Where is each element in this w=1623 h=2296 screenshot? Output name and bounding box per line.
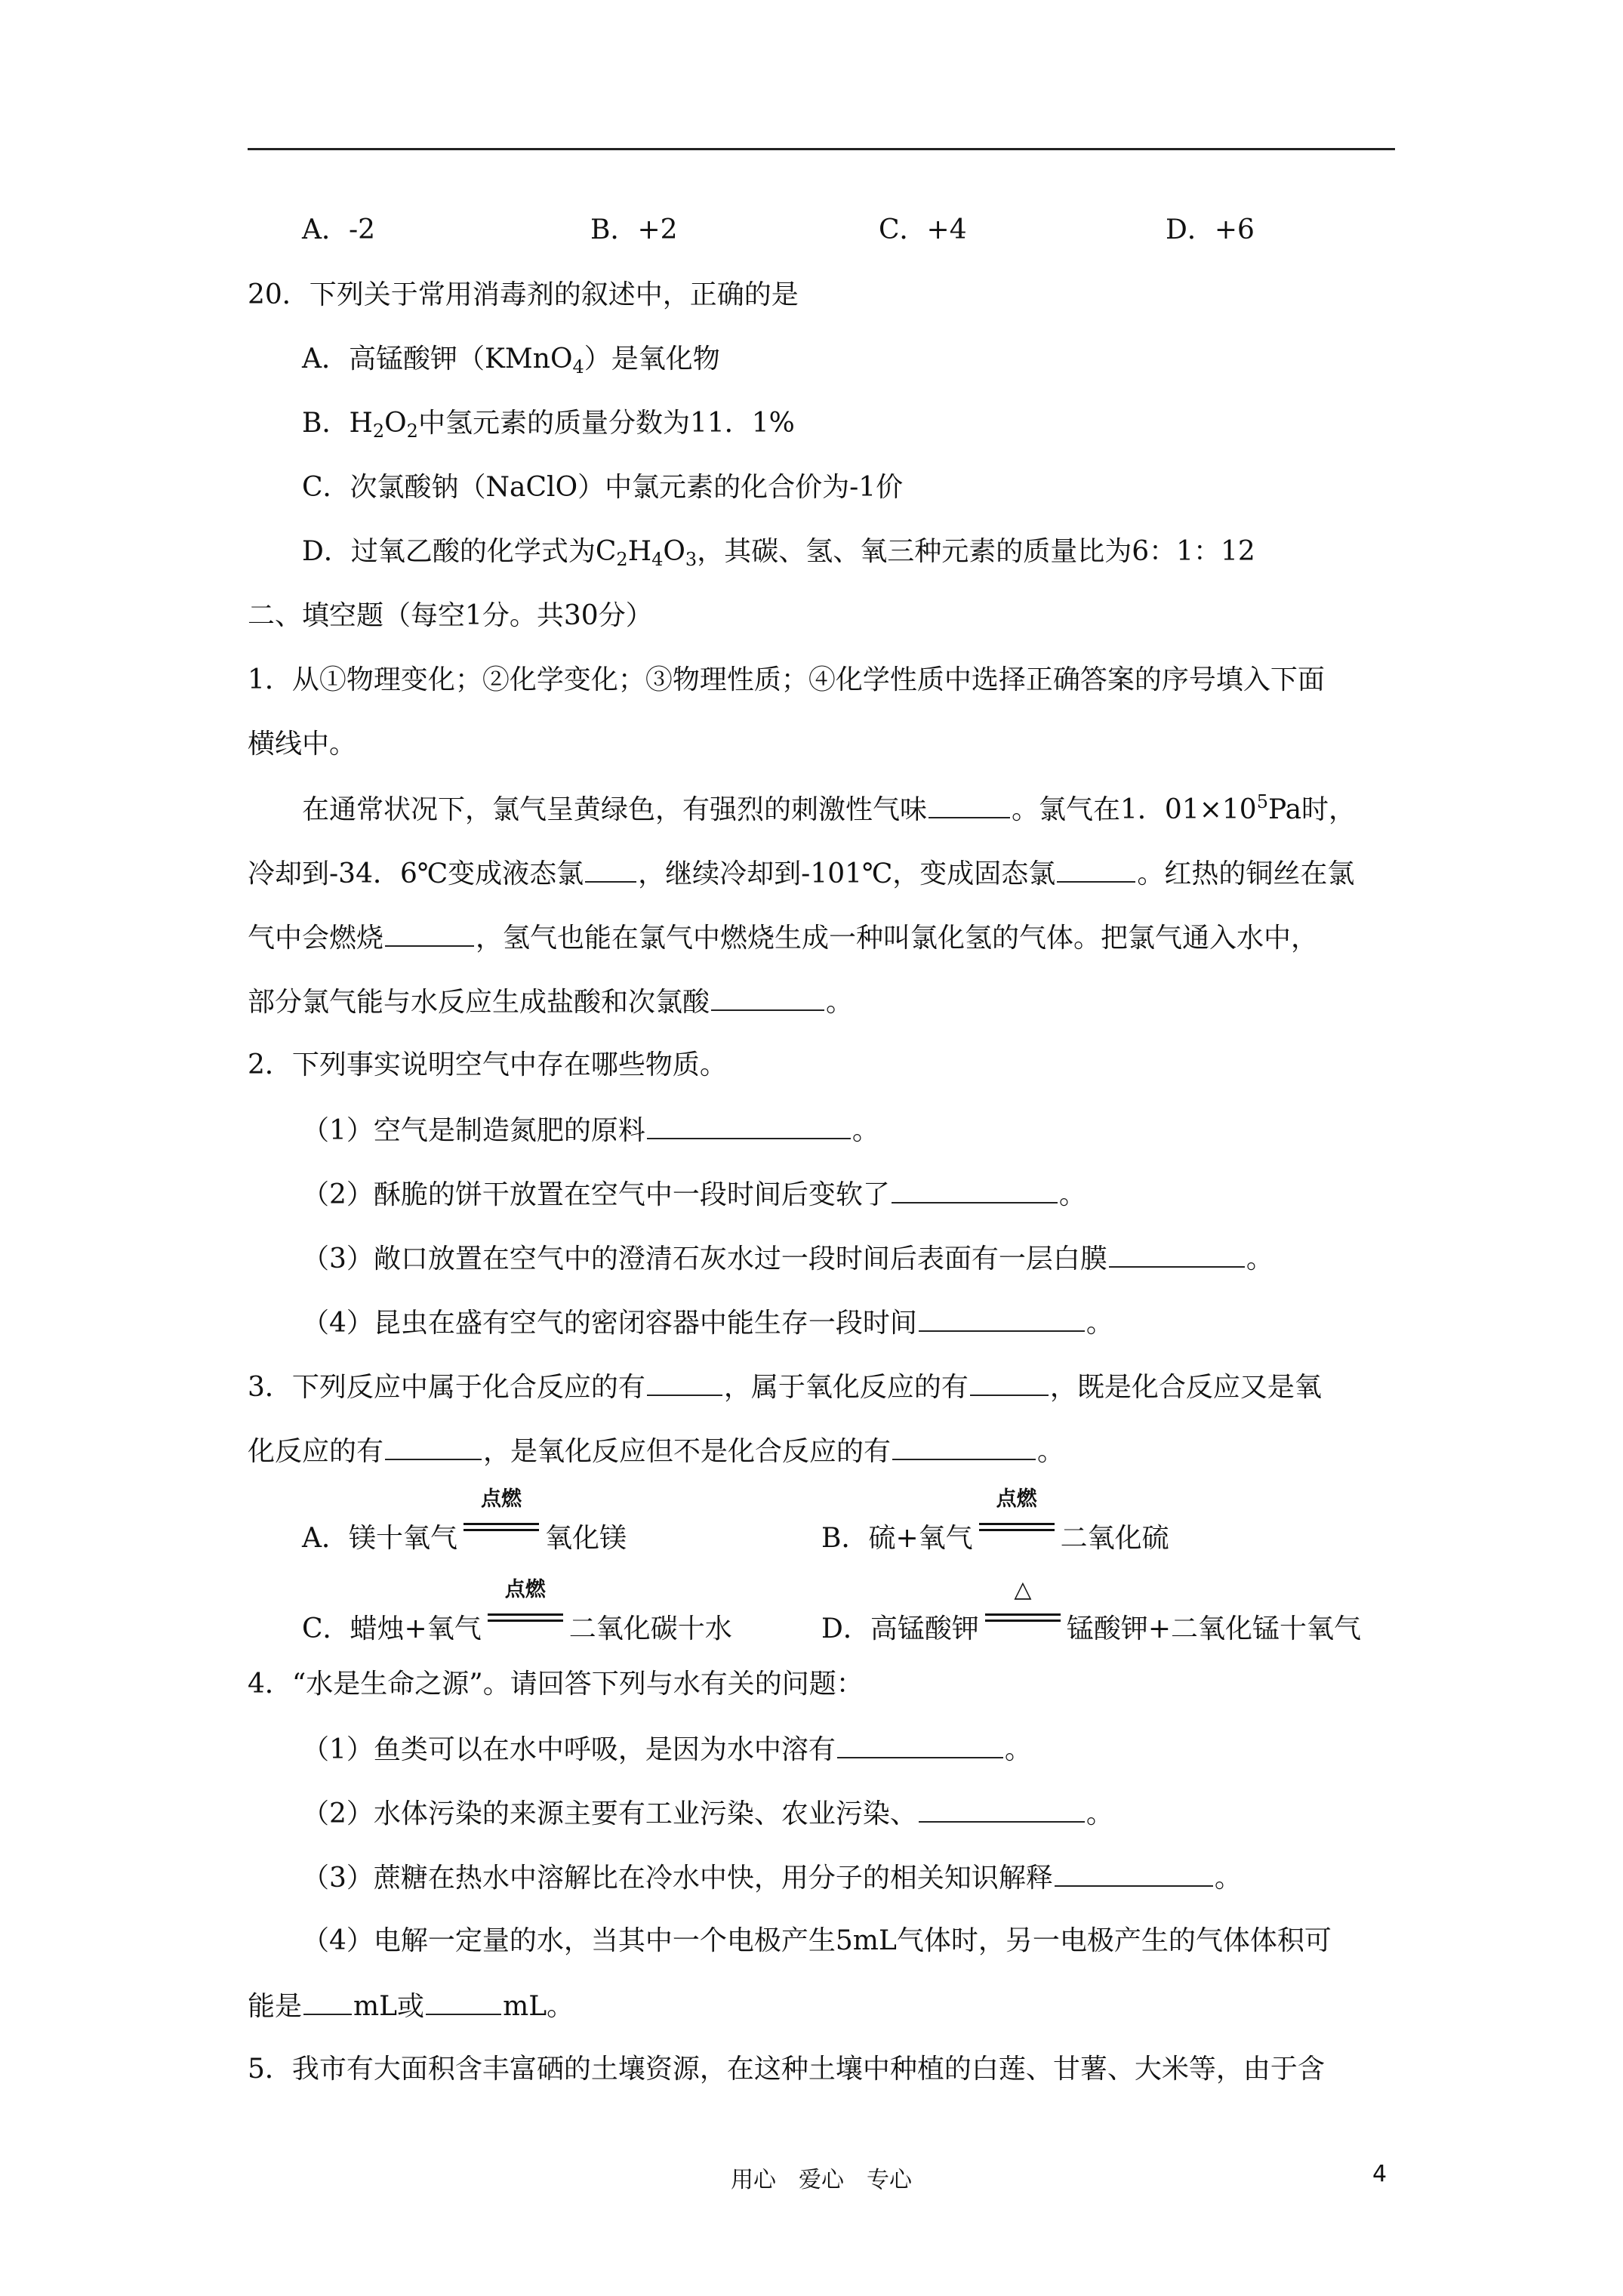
q2-item-2: （2）酥脆的饼干放置在空气中一段时间后变软了 。: [302, 1176, 1086, 1213]
q2-item-4: （4）昆虫在盛有空气的密闭容器中能生存一段时间 。: [302, 1305, 1113, 1341]
page-number: 4: [1372, 2161, 1387, 2187]
q4-item-4-line2: 能是 mL或 mL。: [248, 1988, 574, 2024]
q4-item-3: （3）蔗糖在热水中溶解比在冷水中快，用分子的相关知识解释 。: [302, 1860, 1242, 1896]
q20-option-c: C．次氯酸钠（NaClO）中氯元素的化合价为-1价: [302, 472, 904, 503]
q3-option-b: B．硫+氧气 点燃 二氧化硫: [821, 1487, 1169, 1554]
q3-stem-line2: 化反应的有 ，是氧化反应但不是化合反应的有 。: [248, 1433, 1064, 1469]
section-title: 二、填空题（每空1分。共30分）: [248, 600, 653, 631]
q20-option-a: A．高锰酸钾（KMnO$_4$）是氧化物: [302, 344, 720, 378]
q20-option-b: B．$H_2O_2$中氢元素的质量分数为11．1%: [302, 408, 795, 442]
reaction-arrow: 点燃: [975, 1512, 1059, 1547]
q3-option-c: C．蜡烛+氧气 点燃 二氧化碳十水: [302, 1578, 732, 1644]
answer-blank[interactable]: [892, 1176, 1058, 1203]
answer-blank[interactable]: [647, 1369, 722, 1396]
answer-blank[interactable]: [385, 1433, 482, 1460]
answer-blank[interactable]: [426, 1988, 501, 2015]
footer-motto: 用心 爱心 专心: [731, 2167, 912, 2193]
answer-blank[interactable]: [585, 855, 636, 883]
q1-paragraph-line3: 气中会燃烧 ，氢气也能在氯气中燃烧生成一种叫氯化氢的气体。把氯气通入水中，: [248, 920, 1318, 956]
q1-paragraph-line2: 冷却到-34．6℃变成液态氯 ，继续冷却到-101℃，变成固态氯 。红热的铜丝在氯: [248, 855, 1354, 892]
q4-item-1: （1）鱼类可以在水中呼吸，是因为水中溶有 。: [302, 1731, 1032, 1767]
q4-item-2: （2）水体污染的来源主要有工业污染、农业污染、 。: [302, 1795, 1113, 1832]
q5-stem: 5．我市有大面积含丰富硒的土壤资源，在这种土壤中种植的白莲、甘薯、大米等，由于含: [248, 2054, 1325, 2085]
answer-blank[interactable]: [1057, 855, 1135, 883]
answer-blank[interactable]: [970, 1369, 1049, 1396]
q1-stem-line1: 1．从①物理变化；②化学变化；③物理性质；④化学性质中选择正确答案的序号填入下面: [248, 664, 1325, 695]
q4-stem: 4．“水是生命之源”。请回答下列与水有关的问题：: [248, 1669, 864, 1700]
reaction-arrow: 点燃: [459, 1512, 544, 1547]
answer-blank[interactable]: [1109, 1240, 1245, 1268]
header-rule: [248, 148, 1395, 150]
q1-stem-line2: 横线中。: [248, 729, 357, 760]
q19-option-d: D．+6: [1166, 214, 1255, 245]
q1-paragraph-line1: 在通常状况下，氯气呈黄绿色，有强烈的刺激性气味 。氯气在1．$01\times 10^5Pa$时，: [302, 791, 1357, 825]
answer-blank[interactable]: [837, 1731, 1003, 1758]
answer-blank[interactable]: [1055, 1860, 1213, 1887]
q4-item-4-line1: （4）电解一定量的水，当其中一个电极产生5mL气体时，另一电极产生的气体体积可: [302, 1925, 1332, 1956]
answer-blank[interactable]: [711, 984, 824, 1011]
q2-item-1: （1）空气是制造氮肥的原料 。: [302, 1112, 879, 1148]
reaction-arrow: 点燃: [483, 1603, 568, 1638]
q3-stem-line1: 3．下列反应中属于化合反应的有 ，属于氧化反应的有 ，既是化合反应又是氧: [248, 1369, 1322, 1405]
answer-blank[interactable]: [929, 791, 1010, 818]
q2-item-3: （3）敞口放置在空气中的澄清石灰水过一段时间后表面有一层白膜 。: [302, 1240, 1273, 1277]
q3-option-d: D．高锰酸钾 △ 锰酸钾+二氧化锰十氧气: [821, 1576, 1362, 1644]
answer-blank[interactable]: [919, 1305, 1085, 1332]
q19-option-c: C．+4: [879, 214, 967, 245]
answer-blank[interactable]: [647, 1112, 851, 1139]
answer-blank[interactable]: [385, 920, 474, 947]
q19-option-b: B．+2: [590, 214, 678, 245]
q20-option-d: D．过氧乙酸的化学式为$C_2H_4O_3$，其碳、氢、氧三种元素的质量比为6：1：12: [302, 536, 1255, 570]
q19-option-a: A．-2: [302, 214, 376, 245]
answer-blank[interactable]: [303, 1988, 352, 2015]
q20-stem: 20．下列关于常用消毒剂的叙述中，正确的是: [248, 279, 799, 310]
answer-blank[interactable]: [892, 1433, 1036, 1460]
reaction-arrow: △: [981, 1603, 1065, 1638]
q1-paragraph-line4: 部分氯气能与水反应生成盐酸和次氯酸 。: [248, 984, 853, 1020]
answer-blank[interactable]: [919, 1795, 1085, 1823]
q3-option-a: A．镁十氧气 点燃 氧化镁: [302, 1487, 627, 1554]
q2-stem: 2．下列事实说明空气中存在哪些物质。: [248, 1049, 727, 1080]
